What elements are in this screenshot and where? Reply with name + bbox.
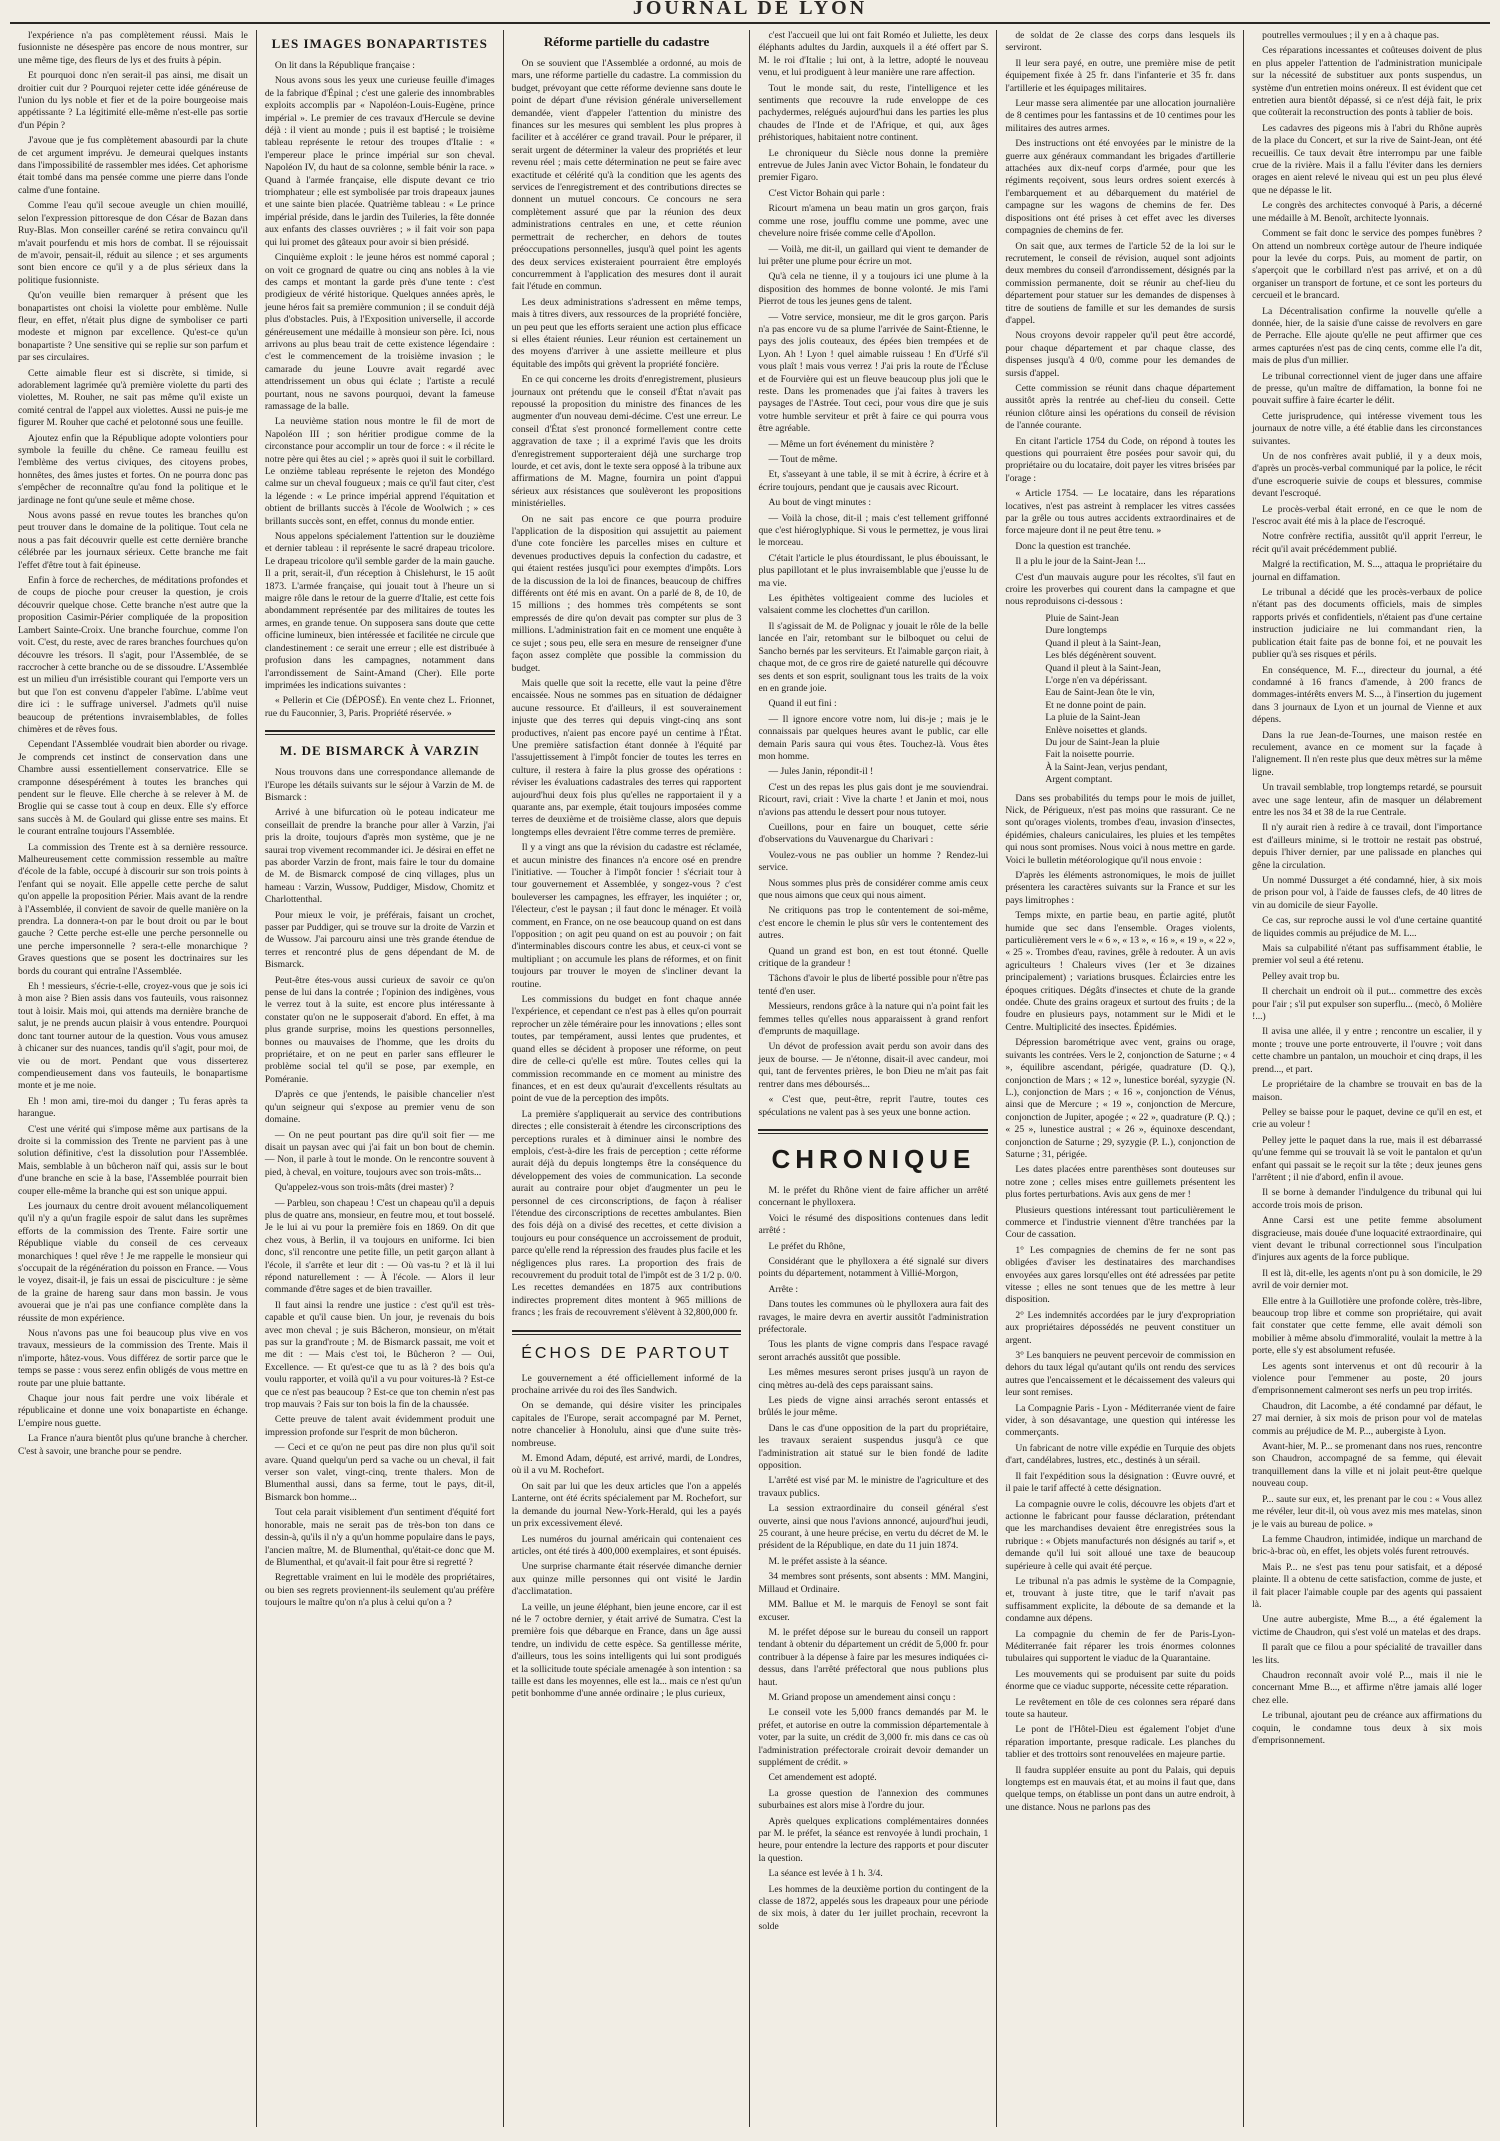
paragraph: Ce cas, sur reproche aussi le vol d'une certaine quantité de liquides commis au préjudice de M. L... <box>1252 915 1482 939</box>
paragraph: Une surprise charmante était réservée dimanche dernier aux quinze mille personnes qui ont visité le Jardin d'acclimatation. <box>511 1561 742 1598</box>
paragraph: Qu'on veuille bien remarquer à présent que les bonapartistes ont choisi la violette pour emblème. Nulle fleur, en effet, n'était plus digne de symboliser ce parti modeste et mignon par excellence. Qu'est-ce qu'un bonapartiste ? Une sensitive qui se replie sur son parfum et par ses circulaires. <box>18 290 248 364</box>
paragraph: Nous n'avons pas une foi beaucoup plus vive en vos travaux, messieurs de la commission des Trente. Mais il n'importe, hâtez-vous. Vous différez de sortir parce que le temps se passe : vous serez enfin obligés de vous mettre en route par une pluie battante. <box>18 1328 248 1389</box>
paragraph: — Il ignore encore votre nom, lui dis-je ; mais je le connaissais par quelques heures avant le public, car elle demain Paris saura qui vous êtes. Touchez-là. Vous êtes mon homme. <box>758 713 989 762</box>
paragraph: Anne Carsi est une petite femme absolument disgracieuse, mais douée d'une loquacité extraordinaire, qui vient devant le tribunal correctionnel sous l'inculpation d'injures aux agents de la force publique. <box>1252 1215 1482 1264</box>
column-2 <box>257 30 504 2127</box>
paragraph: 3° Les banquiers ne peuvent percevoir de commission en dehors du taux légal qu'autant qu'ils ont rendu des services autres que l'encaissement et le décaissement des valeurs qui leur sont remises. <box>1005 1350 1236 1399</box>
section-title-chronique: CHRONIQUE <box>771 1143 976 1174</box>
paragraph: En conséquence, M. F..., directeur du journal, a été condamné à 16 francs d'amende, à 200 francs de dommages-intérêts envers M. S..., à l'insertion du jugement dans 3 journaux de Lyon et un journal de Vienne et aux dépens. <box>1252 664 1482 726</box>
verse-line: La pluie de la Saint-Jean <box>1045 712 1141 724</box>
paragraph: M. Griand propose un amendement ainsi conçu : <box>768 1691 956 1703</box>
paragraph: c'est l'accueil que lui ont fait Roméo et Juliette, les deux éléphants adultes du Jardin, auxquels il a été offert par S. M. le roi d'Italie ; lui ont, à la lettre, adopté le nouveau venu, et lui prodiguent à leur manière une rare affection. <box>758 30 989 79</box>
paragraph: 1° Les compagnies de chemins de fer ne sont pas obligées d'aviser les destinataires des marchandises envoyées aux gares lorsqu'elles ont été adressées par petite vitesse ; elles ne sont tenues que de les mettre à leur disposition. <box>1005 1244 1236 1306</box>
paragraph: Tout cela parait visiblement d'un sentiment d'équité fort honorable, mais ne serait pas de très-bon ton dans ce dessin-à, qu'ils il n'y a qu'un homme populaire dans le pays, l'ancien maître, M. de Blumenthal, qu'était-ce donc que M. de Blumenthal, et qu'avait-il fait pour être si regretté ? <box>264 1507 495 1568</box>
paragraph: — Voilà la chose, dit-il ; mais c'est tellement griffonné que c'est hiéroglyphique. Si vous le permettez, je vous lirai le morceau. <box>758 512 989 549</box>
paragraph: Malgré la rectification, M. S..., attaqua le propriétaire du journal en diffamation. <box>1252 559 1482 583</box>
paragraph: M. Emond Adam, député, est arrivé, mardi, de Londres, où il a vu M. Rochefort. <box>511 1453 742 1477</box>
paragraph: Il est là, dit-elle, les agents n'ont pu à son domicile, le 29 avril de voir dernier mot. <box>1252 1267 1482 1292</box>
paragraph: Peut-être étes-vous aussi curieux de savoir ce qu'on pense de lui dans la contrée ; l'opinion des indigènes, vous le verrez tout à la suite, est encore plus intéressante à constater qu'on ne le supposerait d'abord. En effet, à ma plus grande surprise, moins les questions personnelles, bonnes ou mauvaises de l'homme, que les droits du propriétaire, et on ne peut en parler sans effleurer le problème social tel qu'il se pose, par exemple, en Poméranie. <box>264 974 495 1085</box>
paragraph: Un travail semblable, trop longtemps retardé, se poursuit avec une sage lenteur, afin de masquer un délabrement entre les nos 34 et 38 de la rue Centrale. <box>1252 782 1482 818</box>
column-1 <box>10 30 257 2127</box>
paragraph: Comment se fait donc le service des pompes funèbres ? On attend un nombreux cortège autour de l'heure indiquée pour la levée du corps. Puis, au moment de partir, on s'aperçoit que le corbillard n'est pas arrivé, et on a dû organiser un transport de fortune, et ce sont les porteurs du cercueil et le brancard. <box>1252 228 1482 302</box>
paragraph: Le gouvernement a été officiellement informé de la prochaine arrivée du roi des îles Sandwich. <box>511 1372 742 1397</box>
column-5 <box>997 30 1244 2127</box>
paragraph: Les mêmes mesures seront prises jusqu'à un rayon de cinq mètres au-delà des ceps paraissant sains. <box>758 1367 989 1391</box>
paragraph: Ajoutez enfin que la République adopte volontiers pour symbole la feuille du chêne. Ce rameau feuillu est l'emblème des vertus civiques, des citoyens probes, honnêtes, des âmes justes et fortes. On ne pourra donc pas s'empêcher de reconnaître qu'au fond la politique et le jardinage ne font qu'une seule et même chose. <box>18 432 248 506</box>
paragraph: Donc la question est tranchée. <box>1015 540 1131 552</box>
paragraph: Le tribunal n'a pas admis le système de la Compagnie, et, trouvant à juste titre, que le tarif n'avait pas suffisamment explicite, la déboute de sa demande et la condamne aux dépens. <box>1005 1575 1236 1625</box>
verse-line: Quand il pleut à la Saint-Jean, <box>1045 662 1161 674</box>
paragraph: Cette preuve de talent avait évidemment produit une impression profonde sur l'esprit de mon bûcheron. <box>264 1414 495 1438</box>
paragraph: Comme l'eau qu'il secoue aveugle un chien mouillé, selon l'expression pittoresque de don César de Bazan dans Ruy-Blas. Mon conseiller caréné se retira convaincu qu'il m'avait pourfendu et mis hors de combat. Il se réjouissait de m'avoir, pensait-il, réduit au silence ; et ses arguments sont bien encore ce qu'il y a de plus sérieux dans la politique fusionniste. <box>18 200 248 286</box>
paragraph: Nous appelons spécialement l'attention sur le douzième et dernier tableau : il représente le sacré drapeau tricolore. Le drapeau tricolore qu'il semble garder de la main gauche. Il a prit, serait-il, d'un réception à Chislehurst, le 15 août 1873. L'armée française, qui jouait tout à l'heure un si maigre rôle dans le retour de la guerre d'Italie, est cette fois abondamment représentée par des militaires de toutes les armes, en grande tenue. On supposera sans doute que cette officine lumineux, bien intéressée et facilitée ne circule que clandestinement : ce serait une erreur ; elle est distribuée à profusion dans les campagnes, notamment dans l'arrondissement de Saint-Amand (Cher). Elle porte imprimées les indications suivantes : <box>264 531 495 691</box>
verse-line: Dure longtemps <box>1045 625 1107 637</box>
paragraph: Un dévot de profession avait perdu son avoir dans des jeux de bourse. — Je n'étonne, disait-il avec candeur, moi qui, tant de ferventes prières, le bon Dieu ne m'ait pas fait rentrer dans mes déboursés... <box>758 1041 989 1090</box>
paragraph: C'était l'article le plus étourdissant, le plus ébouissant, le plus papillotant et le plus invraisemblable que j'eusse lu de ma vie. <box>758 552 989 589</box>
paragraph: Tâchons d'avoir le plus de liberté possible pour n'être pas tenté d'en user. <box>758 973 989 997</box>
paragraph: Il y a vingt ans que la révision du cadastre est réclamée, et aucun ministre des finances n'a encore osé en prendre l'initiative. — Toucher à l'impôt foncier ! s'écriait tour à tour gouvernement et Assemblée, y songez-vous ? c'est bouleverser les campagnes, les effrayer, les inquiéter ; or, l'électeur, c'est le paysan ; il faut donc le ménager. Et voilà comment, en France, on ne ose beaucoup quand on est dans l'opposition ; on agit peu quand on est au pouvoir ; on fait d'interminables discours contre les abus, et ceux-ci vont se multipliant ; on accumule les plans de réformes, et on finit toujours par trouver le moyen de s'incliner devant la routine. <box>511 842 742 990</box>
paragraph: Le propriétaire de la chambre se trouvait en bas de la maison. <box>1252 1079 1482 1103</box>
paragraph: — Parbleu, son chapeau ! C'est un chapeau qu'il a depuis plus de quatre ans, monsieur, en feutre mou, et tout bosselé. Je le lui ai vu pour la première fois en 1869. On dit que chez vous, à Berlin, il va toujours en uniforme. Ici bien donc, s'il rencontre une petite fille, un petit garçon allant à l'école, il s'arrête et leur dit : — Où vas-tu ? et là il lui répond naturellement : — À l'école. — Alors il leur commande d'être sages et de bien travailler. <box>264 1197 495 1296</box>
paragraph: C'est d'un mauvais augure pour les récoltes, s'il faut en croire les proverbes qui courent dans la campagne et que nous reproduisons ci-dessous : <box>1005 571 1236 608</box>
paragraph: Leur masse sera alimentée par une allocation journalière de 8 centimes pour les fantassins et de 10 centimes pour les militaires des autres armes. <box>1005 98 1236 134</box>
paragraph: Chaudron reconnaît avoir volé P..., mais il nie le concernant Mme B..., et affirme n'être jamais allé loger chez elle. <box>1252 1669 1482 1706</box>
paragraph: Le tribunal correctionnel vient de juger dans une affaire de presse, qu'un maître de diffamation, la bonne foi ne pouvait suffire à faire écarter le délit. <box>1252 370 1482 407</box>
column-6 <box>1244 30 1490 2127</box>
verse-line: Quand il pleut à la Saint-Jean, <box>1045 637 1161 649</box>
paragraph: Il s'agissait de M. de Polignac y jouait le rôle de la belle lancée en l'air, retombant sur le bilboquet ou celui de Sancho bernés par les serviteurs. Et l'aimable garçon riait, à chaque mot, de ce gros rire de gaieté naturelle qui découvre ses dents et son esprit, soulignant tous les traits de la voix en en grande joie. <box>758 620 989 694</box>
paragraph: Et, s'asseyant à une table, il se mit à écrire, à écrire et à écrire toujours, pendant que je causais avec Ricourt. <box>758 469 989 493</box>
paragraph: Voici le résumé des dispositions contenues dans ledit arrêté : <box>758 1212 989 1237</box>
paragraph: La neuvième station nous montre le fil de mort de Napoléon III ; son héritier prodigue comme de la circonstance pour accomplir un tour de force : « il récite le notre père qui êtes au ciel ; » après quoi il suit le corbillard. Le onzième tableau représente le rejeton des Mondégo calme sur un cheval fougueux ; mais ce qu'il faut citer, c'est la légende : « Le prince impérial apprend l'équitation et obtient de brillants succès à l'école de Woolwich ; » ces brillants succès sont, en effet, connus du monde entier. <box>264 416 495 527</box>
paragraph: Cinquième exploit : le jeune héros est nommé caporal ; on voit ce grognard de quatre ou cinq ans nobles à la vie des camps et montant la garde près d'une tente : c'est prodigieux de vérité historique. Quelques années après, le jeune héros fait sa première communion ; il se conduit déjà plus d'obstacles. Puis, à l'Exposition universelle, il accorde généreusement une médaille à monsieur son père. Ici, nous arrivons au plus beau trait de cette existence légendaire : c'est le commencement de la troisième invasion ; le camarade du jeune Louvre avait regardé avec attendrissement un obus qui éclate ; l'artiste a reculé pourtant, nous ne savons pourquoi, devant la fameuse ramassage de la balle. <box>264 252 495 412</box>
paragraph: Nous avons passé en revue toutes les branches qu'on peut trouver dans le domaine de la politique. Tout cela ne nous a pas fait découvrir quelle est cette dernière branche célébrée par les journaux sérieux. Cette branche me fait l'effet d'être tout à fait épineuse. <box>18 510 248 571</box>
paragraph: l'expérience n'a pas complètement réussi. Mais le fusionniste ne désespère pas encore de nous montrer, sur une même tige, des fleurs de lys et des fruits à pépin. <box>18 30 248 66</box>
paragraph: Considérant que le phylloxera a été signalé sur divers points du département, notamment à Villié-Morgon, <box>758 1255 989 1280</box>
paragraph: Quand il eut fini : <box>768 698 837 710</box>
paragraph: On se souvient que l'Assemblée a ordonné, au mois de mars, une réforme partielle du cadastre. La commission du budget, prévoyant que cette réforme devienne sans doute le point de départ d'une révision générale universellement demandée, vient d'appeler l'attention du ministre des finances sur les mesures qui semblent les plus propres à faciliter et à accélérer ce grand travail. Pour le préparer, il serait urgent de déterminer la valeur des propriétés et leur revenu réel ; mais cette détermination ne peut se faire avec exactitude et célérité qu'à la condition que les agents des services de l'enregistrement et des contributions directes se donnent un mutuel concours. Ce concours ne sera complètement assuré que par la réunion des deux administrations centrales en une, et cette réunion permettrait de rechercher, en dehors de toutes préoccupations personnelles, jusqu'à quel point les agents des deux services existeraient pourraient être employés concurremment à l'application des mesures dont il aurait fait l'étude en commun. <box>511 58 742 293</box>
paragraph: Le revêtement en tôle de ces colonnes sera réparé dans toute sa hauteur. <box>1005 1696 1236 1720</box>
paragraph: Pelley jette le paquet dans la rue, mais il est débarrassé qu'une femme qui se trouvait là se voit le pantalon et qu'un enfant qui passait se le reçoit sur la tête ; deux jeunes gens l'arrêtent ; il nie d'abord, enfin il avoue. <box>1252 1134 1482 1183</box>
column-rule <box>265 730 495 735</box>
paragraph: Tout le monde sait, du reste, l'intelligence et les sentiments que recouvre la rude enveloppe de ces pachydermes, relégués aujourd'hui dans les parties les plus chaudes de l'Inde et de l'Afrique, et qui, aux âges préhistoriques, habitaient notre continent. <box>758 82 989 144</box>
paragraph: Nous trouvons dans une correspondance allemande de l'Europe les détails suivants sur le séjour à Varzin de M. de Bismarck : <box>264 767 495 803</box>
paragraph: La commission des Trente est à sa dernière ressource. Malheureusement cette commission ressemble au maître d'école de la fable, occupé à discourir sur son trois points à l'enfant qui se noyait. Elle appelle cette perche de salut qu'on appelle la proposition Périer. Mais avant de la rendre à l'Assemblée, il convient de savoir de quelle manière on la prendra. La donnera-t-on par le bout droit ou par le bout gauche ? Cette perche est-elle une perche personnelle ou une perche impersonnelle ? sera-t-elle monarchique ? Graves questions que se posent les doctrinaires sur les bords du courant qui entraîne l'Assemblée. <box>18 841 248 977</box>
paragraph: Elle entre à la Guillotière une profonde colère, très-libre, beaucoup trop libre et comme son propriétaire, qui avait fait constater que cette femme, elle avait démoli son mobilier à même absolu d'immoralité, voulait la mettre à la porte, elle s'y est absolument refusée. <box>1252 1295 1482 1357</box>
paragraph: En citant l'article 1754 du Code, on répond à toutes les questions qui pourraient être posées pour savoir qui, du propriétaire ou du locataire, doit payer les vitres brisées par l'orage : <box>1005 435 1236 484</box>
paragraph: La France n'aura bientôt plus qu'une branche à chercher. C'est à savoir, une branche pour se pendre. <box>18 1433 248 1457</box>
paragraph: MM. Ballue et M. le marquis de Fenoyl se sont fait excuser. <box>758 1599 989 1623</box>
paragraph: Cette commission se réunit dans chaque département aussitôt après la rentrée au chef-lieu du conseil. Cette réunion clôture ainsi les opérations du conseil de révision de l'année courante. <box>1005 382 1236 432</box>
paragraph: Qu'appelez-vous son trois-mâts (drei master) ? <box>274 1182 454 1194</box>
paragraph: Enfin à force de recherches, de méditations profondes et de coups de pioche pour creuser la question, je crois découvrir quelque chose. Cette branche n'est autre que la proposition Casimir-Périer compliquée de la proposition Lambert Sainte-Croix. Une branche fourchue, comme l'on voit. C'est, du reste, avec de rares branches fourchues qu'on découvre les trésors. Il s'agit, pour l'Assemblée, de se raccrocher à cette branche ou de se dissoudre. L'Assemblée est un milieu d'un irrésistible courant qui l'emporte vers un but que l'on est convenu d'appeler l'abîme. L'abîme veut dire ici : le suffrage universel. J'admets qu'il nuise beaucoup de prétentions invraisemblables, de folles chimères et de rêves fous. <box>18 575 248 735</box>
paragraph: Eh ! messieurs, s'écrie-t-elle, croyez-vous que je sois ici à mon aise ? Bien assis dans vos fauteuils, vous raisonnez tout à loisir. Mais moi, qui attends ma dernière branche de salut, je ne prends aucun plaisir à vous entendre. Pourquoi donc tant tourner autour de la question. Vous vous amusez à chicaner sur des nuances, tandis qu'il s'agit, pour moi, de vie ou de mort. Pendant que vous disserterez compendieusement dans vos fauteuils, le bonapartisme monte et je me noie. <box>18 981 248 1092</box>
paragraph: Chaque jour nous fait perdre une voix libérale et républicaine et donne une voix bonapartiste en échange. L'empire nous guette. <box>18 1393 248 1429</box>
paragraph: Chaudron, dit Lacombe, a été condamné par défaut, le 27 mai dernier, à six mois de prison pour vol de matelas commis au préjudice de M. P..., aubergiste à Lyon. <box>1252 1400 1482 1437</box>
paragraph: Il paraît que ce filou a pour spécialité de travailler dans les lits. <box>1252 1642 1482 1666</box>
paragraph: La Décentralisation confirme la nouvelle qu'elle a donnée, hier, de la saisie d'une caisse de revolvers en gare de Perrache. Elle ajoute qu'elle ne peut affirmer que ces armes capturées n'est pas de cinq cents, comme elle l'a dit, mais de plus d'un millier. <box>1252 305 1482 367</box>
paragraph: Les hommes de la deuxième portion du contingent de la classe de 1872, appelés sous les drapeaux pour une période de six mois, à dater du 1er juillet prochain, recevront la solde <box>758 1883 989 1932</box>
paragraph: Ricourt m'amena un beau matin un gros garçon, frais comme une rose, joufflu comme une pomme, avec une chevelure noire frisée comme celle d'Apollon. <box>758 203 989 240</box>
paragraph: Il fait l'expédition sous la désignation : Œuvre ouvré, et il paie le tarif affecté à cette désignation. <box>1005 1470 1236 1495</box>
paragraph: Il faudra suppléer ensuite au pont du Palais, qui depuis longtemps est en mauvais état, et au moins il faut que, dans quelque temps, on établisse un pont dans un autre endroit, à une distance. Nous ne parlons pas des <box>1005 1764 1236 1813</box>
paragraph: Il se borne à demander l'indulgence du tribunal qui lui accorde trois mois de prison. <box>1252 1187 1482 1211</box>
paragraph: Qu'à cela ne tienne, il y a toujours ici une plume à la disposition des hommes de bonne volonté. Je mis l'ami Pierrot de tous les jeunes gens de talent. <box>758 271 989 308</box>
paragraph: Il leur sera payé, en outre, une première mise de petit équipement fixée à 25 fr. dans l'infanterie et 35 fr. dans l'artillerie et les équipages militaires. <box>1005 57 1236 94</box>
paragraph: Il cherchait un endroit où il put... commettre des excès pour l'air ; s'il put expulser son superflu... (mecò, ô Molière !...) <box>1252 986 1482 1023</box>
paragraph: La grosse question de l'annexion des communes suburbaines est alors mise à l'ordre du jour. <box>758 1787 989 1812</box>
paragraph: D'après ce que j'entends, le paisible chancelier n'est qu'un seigneur qui s'expose au premier venu de son domaine. <box>264 1089 495 1126</box>
paragraph: Regrettable vraiment en lui le modèle des propriétaires, ou bien ses regrets proviennent-ils seulement qu'au préfère toujours le maître qu'on n'a plus à celui qu'on a ? <box>264 1572 495 1609</box>
paragraph: La femme Chaudron, intimidée, indique un marchand de bric-à-brac où, en effet, les objets volés furent retrouvés. <box>1252 1533 1482 1558</box>
paragraph: Avant-hier, M. P... se promenant dans nos rues, rencontre son Chaudron, accompagné de sa femme, qui élevait tranquillement dans la ville et ni jolait peut-être quelque nouveau coup. <box>1252 1441 1482 1490</box>
paragraph: Les deux administrations s'adressent en même temps, mais à titres divers, aux ressources de la propriété foncière, un peu peut que les efforts seraient une action plus efficace si elles étaient réunies. Leur réunion est certainement un des moyens d'arriver à une assiette meilleure et plus équitable des impôts qui grèvent la propriété foncière. <box>511 296 742 370</box>
paragraph: Il a plu le jour de la Saint-Jean !... <box>1015 556 1146 568</box>
paragraph: La première s'appliquerait au service des contributions directes ; elle consisterait à étendre les circonscriptions des perceptions rurales et à diminuer ainsi le nombre des emplois, c'est-à-dire les frais de perception ; cette réforme aurait déjà du depuis longtemps être la conséquence du développement des voies de communication. La seconde aurait au contraire pour objet d'augmenter un peu le personnel de ces circonscriptions, de façon à réaliser l'étendue des circonscriptions de recettes ambulantes. Bien des fois déjà on a divisé des recettes, et cette division a toujours eu pour conséquence un accroissement de produit, parce qu'elle rend la répression des fraudes plus facile et les négligences plus rares. La proportion des frais de recouvrement du produit total de l'impôt est de 3 1/2 p. 0/0. Les recettes demandées en 1875 aux contributions indirectes proprement dites montent à 965 millions de francs ; les frais de recouvrement s'élèvent à 32,800,000 fr. <box>511 1108 742 1319</box>
verse-line: Pluie de Saint-Jean <box>1045 612 1119 624</box>
paragraph: Eh ! mon ami, tire-moi du danger ; Tu feras après ta harangue. <box>18 1095 248 1120</box>
paragraph: Des instructions ont été envoyées par le ministre de la guerre aux généraux commandant les brigades d'artillerie attachées aux dix-neuf corps d'armée, pour que les régiments reçoivent, sous leurs ordres soient exercés à l'embarquement et au débarquement du matériel de campagne sur les wagons de chemins de fer. Des dispositions ont été prises à cet effet avec les diverses compagnies de chemins de fer. <box>1005 138 1236 237</box>
paragraph: Les agents sont intervenus et ont dû recourir à la violence pour l'emmener au poste, 20 jours d'emprisonnement calmeront ses nerfs un peu trop irrités. <box>1252 1360 1482 1397</box>
paragraph: Le chroniqueur du Siècle nous donne la première entrevue de Jules Janin avec Victor Bohain, le fondateur du premier Figaro. <box>758 147 989 184</box>
paragraph: Mais quelle que soit la recette, elle vaut la peine d'être encaissée. Nous ne sommes pas en situation de dédaigner aucune ressource. Et d'ailleurs, il est souverainement injuste que des terres qui depuis vingt-cinq ans sont productives, n'aient pas encore payé un centime à l'État. Une première satisfaction étant donnée à l'équité par l'assujettissement à l'impôt foncier de toutes les terres en culture, il restera à faire la plus grosse des opérations : réviser les évaluations cadastrales des terres qui rapportent aujourd'hui deux fois plus qu'elles ne rapportaient il y a quarante ans, par exemple, était toujours imposées comme terres de deuxième et de troisième classe, alors que depuis longtemps elles devraient l'être comme terres de première. <box>511 677 742 838</box>
verse-line: Argent comptant. <box>1045 774 1113 786</box>
paragraph: Dans la rue Jean-de-Tournes, une maison restée en reculement, avance en ce moment sur la façade à l'alignement. Il n'en reste plus que deux mètres sur la même ligne. <box>1252 729 1482 778</box>
paragraph: Dans le cas d'une opposition de la part du propriétaire, les travaux seraient suspendus jusqu'à ce que l'administration ait statué sur le bien fondé de ladite opposition. <box>758 1422 989 1472</box>
paragraph: On sait que, aux termes de l'article 52 de la loi sur le recrutement, le conseil de révision, auquel sont adjoints deux membres du conseil d'arrondissement, désignés par la commission permanente, doit se réunir au chef-lieu du département pour statuer sur les demandes de dispenses à titre de soutiens de famille et sur les demandes de sursis d'appel. <box>1005 240 1236 326</box>
paragraph: Messieurs, rendons grâce à la nature qui n'a point fait les femmes telles qu'elles nous apparaissent à grand renfort d'emprunts de maquillage. <box>758 1001 989 1038</box>
paragraph: — On ne peut pourtant pas dire qu'il soit fier — me disait un paysan avec qui j'ai fait un bon bout de chemin. — Non, il parle à tout le monde. On le rencontre souvent à pied, à cheval, en voiture, toujours avec son trois-mâts... <box>264 1129 495 1178</box>
paragraph: La Compagnie Paris - Lyon - Méditerranée vient de faire vider, à son désavantage, une question qui intéresse les commerçants. <box>1005 1402 1236 1439</box>
paragraph: Le conseil vote les 5,000 francs demandés par M. le préfet, et autorise en outre la commission départementale à voter, par la suite, un crédit de 3,000 fr. mis dans ce cas où l'administration préfectorale croirait devoir demander un supplément de crédit. » <box>758 1707 989 1768</box>
paragraph: Les numéros du journal américain qui contenaient ces articles, ont été tirés à 400,000 exemplaires, et sont épuisés. <box>511 1533 742 1557</box>
paragraph: On ne sait pas encore ce que pourra produire l'application de la disposition qui assujettit au paiement d'une cote foncière les parcelles mises en culture et devenues productives depuis la confection du cadastre, et qui étaient restées jusqu'ici pour exemptes d'impôts. Lors de la discussion de la loi de finances, beaucoup de chiffres différents ont été mis en avant. On a parlé de 8, de 10, de 15 millions ; des hommes très compétents se sont empressés de dire qu'on devait pas compter sur plus de 3 millions. L'administration fait en ce moment une enquête à ce sujet ; sous peu, elle sera en mesure de renseigner d'une façon assez complète que possible la commission du budget. <box>511 513 742 674</box>
verse-line: Enlève noisettes et glands. <box>1045 724 1148 736</box>
paragraph: La veille, un jeune éléphant, bien jeune encore, car il est né le 7 octobre dernier, y était arrivé de Sumatra. C'est la première fois que débarque en France, dans un âge aussi tendre, un individu de cette espèce. Sa gentillesse mérite, d'ailleurs, tous les soins intelligents qui lui sont prodigués et la sollicitude toute spéciale amenagée à son intention : sa taille est dans les moyennes, elle est la... mais ce n'est qu'un petit bonhomme d'une année ordinaire ; le plus curieux, <box>511 1601 742 1700</box>
article-title-images-bonapartistes: LES IMAGES BONAPARTISTES <box>271 36 488 51</box>
paragraph: Plusieurs questions intéressant tout particulièrement le commerce et l'industrie viennent d'être tranchées par la Cour de cassation. <box>1005 1204 1236 1241</box>
paragraph: Nous avons sous les yeux une curieuse feuille d'images de la fabrique d'Épinal ; c'est une galerie des innombrables exploits accomplis par « Napoléon-Louis-Eugène, prince impérial ». Le premier de ces travaux d'Hercule se devine déjà : il vient au monde ; puis il est baptisé ; le troisième tableau représente le retour des troupes d'Italie : « l'empereur place le prince impérial sur son cheval. Napoléon IV, du haut de sa colonne, semble bénir la race. » Quand à l'armée française, elle dispute devant ce trio triomphateur ; elle est symbolisée par trois drapeaux jaunes et une sainte bien placée. Quatrième tableau : « Le prince impérial préside, dans le jardin des Tuileries, la fête donnée aux enfants des classes ouvrières ; » il fait voir son papa qui lui promet des gâteaux pour avoir si bien présidé. <box>264 75 495 248</box>
paragraph: Le tribunal a décidé que les procès-verbaux de police n'étant pas des documents officiels, mais de simples rapports privés et confidentiels, n'étaient pas d'une certaine instruction judiciaire ne lui commandant rien, la publication était faite pas de bonne foi, et ne pouvait les publier qu'à ses risques et périls. <box>1252 587 1482 661</box>
paragraph: Mais P... ne s'est pas tenu pour satisfait, et a déposé plainte. Il a obtenu de cette satisfaction, comme de juste, et il fait placer l'aimable couple par des agents qui passaient là. <box>1252 1561 1482 1610</box>
paragraph: On lit dans la République française : <box>274 60 415 71</box>
paragraph: Dans toutes les communes où le phylloxera aura fait des ravages, le maire devra en avertir aussitôt l'administration préfectorale. <box>758 1299 989 1335</box>
paragraph: poutrelles vermoulues ; il y en a à chaque pas. <box>1262 30 1440 41</box>
paragraph: Voulez-vous ne pas oublier un homme ? Rendez-lui service. <box>758 849 989 874</box>
paragraph: Les journaux du centre droit avouent mélancoliquement qu'il n'y a qu'un fragile espoir de salut dans les suprêmes efforts de la commission des Trente. Faire sortir une République viable du conseil de ces cerveaux monarchiques ! quel rêve ! Je me rappelle le monsieur qui s'occupait de la régénération du poisson en France. — Vous le voyez, disait-il, je fais un essai de pisciculture : je sème de la graine de hareng saur dans mon bassin. Je vous avouerai que je n'ai pas une confiance complète dans la réussite de mon expérience. <box>18 1200 248 1324</box>
verse-line: Fait la noisette pourrie. <box>1045 749 1135 761</box>
paragraph: P... saute sur eux, et, les prenant par le cou : « Vous allez me révéler, leur dit-il, où vous avez mis mes matelas, sinon je le vais au bureau de police. » <box>1252 1493 1482 1530</box>
column-4 <box>750 30 997 2127</box>
paragraph: Arrête : <box>768 1283 799 1295</box>
paragraph: L'arrêté est visé par M. le ministre de l'agriculture et des travaux publics. <box>758 1475 989 1499</box>
proverbs-verse <box>1045 613 1235 787</box>
paragraph: C'est un des repas les plus gais dont je me souviendrai. Ricourt, ravi, criait : Vive la charte ! et Janin et moi, nous n'avions pas attendu le dessert pour nous tutoyer. <box>758 781 989 818</box>
paragraph: En ce qui concerne les droits d'enregistrement, plusieurs journaux ont prétendu que le conseil d'État n'avait pas repoussé la proposition du ministre des finances de les augmenter d'un nouveau demi-décime. C'est une erreur. Le conseil d'État s'est prononcé formellement contre cette aggravation de taxe ; il a exprimé l'avis que les droits d'enregistrement supporteraient déjà une surcharge trop lourde, et cet avis, dont le texte sera opposé à la tribune aux affirmations de M. Magne, fournira un point d'appui sérieux aux résistances que soulèveront les propositions ministérielles. <box>511 374 742 510</box>
paragraph: — Même un fort événement du ministère ? <box>768 438 934 450</box>
paragraph: Au bout de vingt minutes : <box>768 497 872 509</box>
paragraph: M. le préfet du Rhône vient de faire afficher un arrêté concernant le phylloxera. <box>758 1184 989 1209</box>
paragraph: Temps mixte, en partie beau, en partie agité, plutôt humide que sec dans l'ensemble. Orages violents, particulièrement vers le « 6 », « 13 », « 16 », « 19 », « 22 », « 25 ». Trombes d'eau, ravines, grêle à redouter. À un avis agriculteurs ! Chaleurs vives (1er et 3e dizaines principalement) ; variations brusques. Éclaircies entre les époques critiques. Dégâts d'insectes et chute de la grande ondée. Chute des grains orageux et surtout des fruits ; de la foudre en plusieurs pays, notamment sur le Midi et le Centre. Multiplicité des insectes. Épidémies. <box>1005 910 1236 1033</box>
paragraph: 34 membres sont présents, sont absents : MM. Mangini, Millaud et Ordinaire. <box>758 1571 989 1595</box>
masthead: JOURNAL DE LYON <box>10 0 1490 24</box>
column-3 <box>504 30 751 2127</box>
paragraph: La séance est levée à 1 h. 3/4. <box>768 1868 883 1880</box>
article-title-bismarck: M. DE BISMARCK À VARZIN <box>279 743 480 759</box>
paragraph: Cet amendement est adopté. <box>768 1772 877 1784</box>
paragraph: « Pellerin et Cie (DÉPOSÉ). En vente chez L. Frionnet, rue du Fauconnier, 3, Paris. Propriété réservée. » <box>264 695 495 719</box>
paragraph: Les mouvements qui se produisent par suite du poids énorme que ce viaduc supporte, nécessite cette réparation. <box>1005 1668 1236 1693</box>
paragraph: — Tout de même. <box>768 454 838 465</box>
paragraph: Cueillons, pour en faire un bouquet, cette série d'observations du Vauvenargue du Charivari : <box>758 821 989 846</box>
paragraph: Un de nos confrères avait publié, il y a deux mois, d'après un procès-verbal communiqué par la police, le récit d'une escroquerie suivie de coups et blessures, commise devant l'escroqué. <box>1252 451 1482 500</box>
paragraph: — Voilà, me dit-il, un gaillard qui vient te demander de lui prêter une plume pour écrire un mot. <box>758 243 989 267</box>
paragraph: Cette jurisprudence, qui intéresse vivement tous les journaux de notre ville, a été établie dans les circonstances suivantes. <box>1252 410 1482 447</box>
paragraph: — Votre service, monsieur, me dit le gros garçon. Paris n'a pas encore vu de sa plume l'arrivée de Saint-Étienne, le pays des jolis couteaux, des épées bien trempées et de Lyon. Ah ! Lyon ! quel aimable ruisseau ! En d'Urfé s'il vous plaît ! mais vous verrez ! J'ai pris la route de l'Écluse et de Fourvière qui est un fleuve beaucoup plus joli que le reste. Dans les promenades que j'ai faites à travers les paysages de l'Astrée. Tout ceci, pour vous dire que je suis votre humble serviteur et prêt à faire ce qui pourra vous être agréable. <box>758 311 989 435</box>
paragraph: Il faut ainsi la rendre une justice : c'est qu'il est très-capable et qu'il cause bien. Un jour, je revenais du bois avec mon cheval ; je suis Bâcheron, monsieur, on m'était pas sur la grand'route ; M. de Bismarck passait, me voit et me dit : — Mais c'est toi, le Bûcheron ? — Oui, Excellence. — Et qu'est-ce que tu as là ? des bois qu'a voulu rapporter, et voilà qu'il a vu pour voitures-là ? Est-ce que ce n'est pas beaucoup ? Est-ce que ton chemin n'est pas trop mauvais ? Fais sur ton bois la fin de la chaussée. <box>264 1299 495 1411</box>
paragraph: Le pont de l'Hôtel-Dieu est également l'objet d'une réparation importante, presque radicale. Les planches du tablier et des trottoirs sont renouvelées en majeure partie. <box>1005 1724 1236 1761</box>
paragraph: 2° Les indemnités accordées par le jury d'expropriation aux propriétaires dépossédés ne peuvent constituer un argent. <box>1005 1309 1236 1346</box>
paragraph: Après quelques explications complémentaires données par M. le préfet, la séance est renvoyée à lundi prochain, 1 heure, pour entendre la lecture des rapports et pour discuter la question. <box>758 1815 989 1864</box>
paragraph: Cependant l'Assemblée voudrait bien aborder ou rivage. Je comprends cet instinct de conservation dans une Chambre aussi essentiellement conservatrice. Elle se cramponne désespérément à toutes les branches qui pendent sur le fleuve. Elle cherche à se relever à M. de Broglie qui se casse tout à coup en deux. Elle s'y efforce sans succès à M. de Goulard qui glisse entre ses mains. Et le courant entraîne toujours l'Assemblée. <box>18 739 248 838</box>
paragraph: Pelley avait trop bu. <box>1262 970 1340 982</box>
verse-line: Eau de Saint-Jean ôte le vin, <box>1045 687 1155 699</box>
paragraph: Les dates placées entre parenthèses sont douteuses sur notre zone ; celles mises entre guillemets présentent les plus fortes perturbations. Avis aux gens de mer ! <box>1005 1164 1236 1201</box>
paragraph: Les cadavres des pigeons mis à l'abri du Rhône auprès de la place du Concert, et sur la rive de Saint-Jean, ont été recueillis. Ce taux devait être interrompu par une faible crue de la rivière. Mais il a fallu l'éviter dans les derniers orages en aient relevé le niveau qui est un peu plus élevé que ne dépasse le lit. <box>1252 122 1482 196</box>
paragraph: Ne critiquons pas trop le contentement de soi-même, c'est encore le chemin le plus sûr vers le contentement des autres. <box>758 905 989 942</box>
paragraph: D'après les éléments astronomiques, le mois de juillet présentera les caractères suivants sur la France et sur les pays limitrophes : <box>1005 870 1236 906</box>
paragraph: Une autre aubergiste, Mme B..., a été également la victime de Chaudron, qui s'est volé un matelas et des draps. <box>1252 1614 1482 1638</box>
paragraph: Les épithètes voltigeaient comme des lucioles et valsaient comme les clochettes d'un carillon. <box>758 593 989 617</box>
verse-line: À la Saint-Jean, verjus pendant, <box>1045 761 1168 773</box>
paragraph: C'est Victor Bohain qui parle : <box>768 187 885 199</box>
paragraph: Le tribunal, ajoutant peu de créance aux affirmations du coquin, le condamne tous deux à six mois d'emprisonnement. <box>1252 1710 1482 1746</box>
paragraph: de soldat de 2e classe des corps dans lesquels ils serviront. <box>1005 30 1236 54</box>
paragraph: Et pourquoi donc n'en serait-il pas ainsi, me disait un droitier cuit dur ? Pourquoi rejeter cette idée généreuse de l'union du lys noble et fier et de la poire bourgeoise mais appétissante ? La légitimité elle-même n'est-elle pas sortie d'un Pépin ? <box>18 70 248 131</box>
paragraph: Les pieds de vigne ainsi arrachés seront entassés et brûlés le jour même. <box>758 1395 989 1419</box>
paragraph: « C'est que, peut-être, reprit l'autre, toutes ces spéculations ne valent pas à ses yeux une bonne action. <box>758 1094 989 1118</box>
verse-line: Les blés dégénèrent souvent. <box>1045 650 1157 662</box>
paragraph: M. le préfet dépose sur le bureau du conseil un rapport tendant à obtenir du département un crédit de 5,000 fr. pour contribuer à la dépense à faire par les mesures indiquées ci-dessus, dans l'arrêté préfectoral que nous publions plus haut. <box>758 1626 989 1688</box>
paragraph: Notre confrère rectifia, aussitôt qu'il apprit l'erreur, le récit qu'il avait précédemment publié. <box>1252 531 1482 555</box>
column-rule <box>758 1129 988 1134</box>
columns <box>10 30 1490 2127</box>
paragraph: Nous croyons devoir rappeler qu'il peut être accordé, pour chaque département et par chaque classe, des dispenses jusqu'à 4 0/0, comme pour les demandes de sursis d'appel. <box>1005 330 1236 379</box>
paragraph: La compagnie du chemin de fer de Paris-Lyon-Méditerranée fait réparer les trois énormes colonnes tubulaires qui supportent le viaduc de la Quarantaine. <box>1005 1628 1236 1665</box>
verse-line: Et ne donne point de pain. <box>1045 699 1147 711</box>
paragraph: Le congrès des architectes convoqué à Paris, a décerné une médaille à M. Benoît, architecte lyonnais. <box>1252 200 1482 224</box>
verse-line: Du jour de Saint-Jean la pluie <box>1045 736 1160 748</box>
column-rule <box>512 1330 742 1335</box>
paragraph: On sait par lui que les deux articles que l'on a appelés Lanterne, ont été écrits spécialement par M. Rochefort, sur la demande du journal New-York-Herald, qui les a payés un prix excessivement élevé. <box>511 1480 742 1530</box>
paragraph: La session extraordinaire du conseil général s'est ouverte, ainsi que nous l'avions annoncé, aujourd'hui jeudi, 25 courant, à une heure précise, en vertu du décret de M. le président de la République, en date du 11 juin 1874. <box>758 1503 989 1552</box>
verse-line: L'orge n'en va dépérissant. <box>1045 674 1148 686</box>
paragraph: La compagnie ouvre le colis, découvre les objets d'art et actionne le fabricant pour fausse déclaration, prétendant que les marchandises devaient être enregistrées sous la rubrique : « Objets manufacturés non désignés au tarif », et demande qu'il lui soit alloué une taxe de beaucoup supérieure à celle qui avait été perçue. <box>1005 1498 1236 1572</box>
paragraph: On se demande, qui désire visiter les principales capitales de l'Europe, serait accompagné par M. Pernet, notre chancelier à Honolulu, ainsi que d'une suite très-nombreuse. <box>511 1400 742 1449</box>
paragraph: « Article 1754. — Le locataire, dans les réparations locatives, n'est pas astreint à remplacer les vitres cassées par la grêle ou tous autres accidents extraordinaires et de force majeure dont il ne peut être tenu. » <box>1005 488 1236 537</box>
paragraph: Dépression barométrique avec vent, grains ou orage, suivants les contrées. Vers le 2, conjonction de Saturne ; « 4 », équilibre ascendant, périgée, quadrature (D. Q.), conjonction de Mars ; « 12 », lunestice boréal, syzygie (N. L.), conjonction de Mars ; « 16 », conjonction de Vénus, ainsi que de Mercure ; « 19 », conjonction de Mercure, conjonction de Jupiter, apogée ; « 22 », quadrature (P. Q.) ; « 25 », lunestice austral ; « 26 », équinoxe descendant, conjonction de Saturne ; 29, syzygie (P. L.), conjonction de Saturne ; 31, périgée. <box>1005 1037 1236 1160</box>
paragraph: C'est une vérité qui s'impose même aux partisans de la droite si la commission des Trente ne parvient pas à une solution définitive, c'est la dissolution pour l'Assemblée. Mais, semblable à un bûcheron naïf qui, assis sur le bout d'une branche en scie à la base, l'Assemblée pourrait bien couper elle-même la branche qui est son unique appui. <box>18 1123 248 1197</box>
paragraph: Le préfet du Rhône, <box>768 1240 846 1252</box>
paragraph: Les commissions du budget en font chaque année l'expérience, et cependant ce n'est pas à elles qu'on pourrait reprocher un zèle téméraire pour les innovations ; elles sont toutes, par tempérament, aussi lentes que prudentes, et quand elles se décident à proposer une réforme, on peut dire de celle-ci qu'elle est mûre. Toutes celles qui la commission recommande en ce moment au ministre des finances, et en est deux qu'aurait d'excellents résultats au point de vue de la perception des impôts. <box>511 994 742 1105</box>
paragraph: Il n'y aurait rien à redire à ce travail, dont l'importance est d'ailleurs minime, si le trottoir ne restait pas obstrué, depuis l'hiver dernier, par une palissade en planches qui gêne la circulation. <box>1252 822 1482 871</box>
paragraph: Ces réparations incessantes et coûteuses doivent de plus en plus appeler l'attention de l'administration municipale sur la nécessité de substituer aux ponts suspendus, un système d'un entretien moins onéreux. Il est évident que cet entretien aura bientôt dépassé, si ce n'est déjà fait, le prix que coûterait la reconstruction des ponts à tablier de bois. <box>1252 45 1482 119</box>
paragraph: Tous les plants de vigne compris dans l'espace ravagé seront arrachés aussitôt que possible. <box>758 1339 989 1363</box>
paragraph: — Ceci et ce qu'on ne peut pas dire non plus qu'il soit avare. Quand quelqu'un perd sa vache ou un cheval, il fait verser son valet, vingt-cinq, trente thalers. Mon de Blumenthal aussi, dans sa ferme, tout le pays, dit-il, Bismarck bon homme... <box>264 1442 495 1503</box>
paragraph: Arrivé à une bifurcation où le poteau indicateur me conseillait de prendre la branche pour aller à Varzin, j'ai pris la droite, toujours d'après mon système, que je ne saurai trop vivement recommander ici. Je désirai en effet ne pas aborder Varzin de front, mais faire le tour du domaine de M. de Bismarck composé de cinq villages, plus un hameau : Varzin, Wussow, Puddiger, Misdow, Chomitz et Charlottenthal. <box>264 807 495 906</box>
paragraph: Il avisa une allée, il y entre ; rencontre un escalier, il y monte ; trouve une porte entrouverte, il l'ouvre ; voit dans cette chambre un pantalon, un mouchoir et cinq draps, il les prend..., et part. <box>1252 1026 1482 1075</box>
section-title-echos: ÉCHOS DE PARTOUT <box>521 1344 732 1362</box>
paragraph: Dans ses probabilités du temps pour le mois de juillet, Nick, de Périgueux, n'est pas moins que rassurant. Ce ne sont qu'orages violents, trombes d'eau, invasion d'insectes, épidémies, chaleurs caniculaires, les pluies et les tempêtes qui nous sont promises. Nous voici à nous mettre en garde. Voici le bulletin météorologique qu'il nous envoie : <box>1005 792 1236 866</box>
paragraph: Un nommé Dussurget a été condamné, hier, à six mois de prison pour vol, à l'aide de fausses clefs, de 40 litres de vin au domicile de sieur Fayolle. <box>1252 875 1482 911</box>
paragraph: Cette aimable fleur est si discrète, si timide, si adorablement lagrimée qu'à première violette du parti des violettes, M. Rouher, ne sait pas même qu'il existe un comité central de l'appel aux violettes. Aussi ne puis-je me figurer M. Rouher que caché et pelotonné sous une feuille. <box>18 367 248 429</box>
article-title-cadastre: Réforme partielle du cadastre <box>543 34 710 49</box>
paragraph: Quand un grand est bon, en est tout étonné. Quelle critique de la grandeur ! <box>758 945 989 970</box>
paragraph: Pour mieux le voir, je préférais, faisant un crochet, passer par Puddiger, qui se trouve sur la droite de Varzin et de Wussow. J'ai parcouru ainsi une très grande étendue de terres et rencontré plus de gens dépendant de M. de Bismarck. <box>264 909 495 971</box>
paragraph: Pelley se baisse pour le paquet, devine ce qu'il en est, et crie au voleur ! <box>1252 1106 1482 1131</box>
paragraph: Nous sommes plus près de considérer comme amis ceux que nous aimons que ceux qui nous aiment. <box>758 877 989 901</box>
paragraph: Mais sa culpabilité n'étant pas suffisamment établie, le premier vol seul a été retenu. <box>1252 943 1482 967</box>
paragraph: Le procès-verbal était erroné, en ce que le nom de l'escroc avait été mis à la place de l'escroqué. <box>1252 503 1482 528</box>
paragraph: M. le préfet assiste à la séance. <box>768 1555 888 1567</box>
paragraph: — Jules Janin, répondit-il ! <box>768 766 874 778</box>
paragraph: J'avoue que je fus complètement abasourdi par la chute de cet argument imprévu. Je demeurai quelques instants dans l'impossibilité de rassembler mes idées. Cet aphorisme était tombé dans ma pensée comme une pierre dans l'onde calme d'une fontaine. <box>18 135 248 196</box>
paragraph: Un fabricant de notre ville expédie en Turquie des objets d'art, candélabres, lustres, etc., destinés à un sérail. <box>1005 1442 1236 1467</box>
